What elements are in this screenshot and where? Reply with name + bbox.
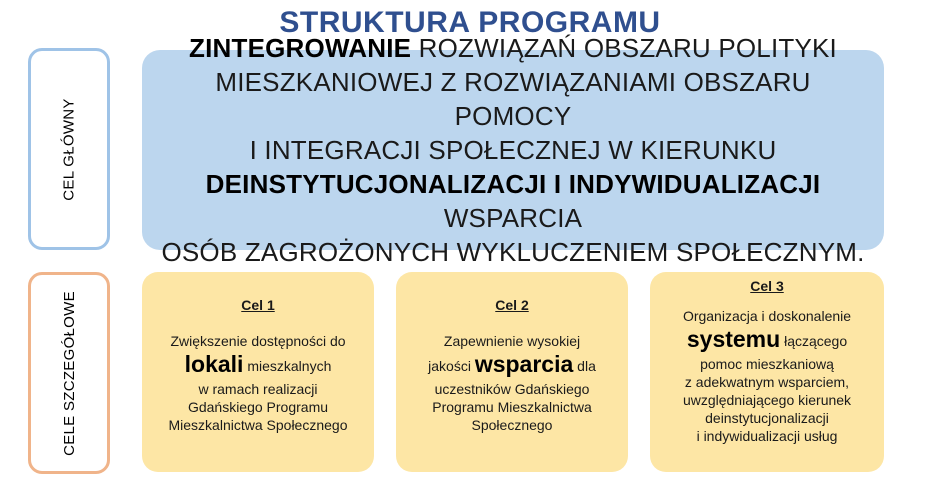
main-goal-line-3: I INTEGRACJI SPOŁECZNEJ W KIERUNKU	[249, 135, 777, 165]
goal-3-line-3: pomoc mieszkaniową	[700, 356, 834, 372]
goal-3-line-4: z adekwatnym wsparciem,	[684, 374, 850, 390]
goal-2-title: Cel 2	[495, 297, 529, 313]
main-goal-bold-1: ZINTEGROWANIE	[189, 33, 412, 63]
specific-goals-label-box	[28, 272, 110, 474]
main-goal-rest-4: WSPARCIA	[443, 203, 583, 233]
goal-3-after-keyword: łączącego	[780, 333, 848, 349]
main-goal-bold-4: DEINSTYTUCJONALIZACJI I INDYWIDUALIZACJI	[205, 169, 821, 199]
main-goal-line-2: MIESZKANIOWEJ Z ROZWIĄZANIAMI OBSZARU POMOCY	[215, 67, 811, 131]
goal-3-keyword: systemu	[686, 326, 781, 352]
goal-1-title: Cel 1	[241, 297, 275, 313]
goal-1-keyword: lokali	[184, 351, 244, 377]
goal-3-line-1: Organizacja i doskonalenie	[682, 308, 852, 324]
goal-2-line-3: uczestników Gdańskiego	[434, 381, 590, 397]
goal-1-line-1: Zwiększenie dostępności do	[170, 333, 346, 349]
goal-1-line-4: Gdańskiego Programu	[187, 399, 329, 415]
specific-goals-label: CELE SZCZEGÓŁOWE	[60, 290, 78, 456]
goal-2-line-2	[396, 350, 628, 380]
main-goal-line-1	[156, 31, 870, 65]
goal-3-line-5: uwzględniającego kierunek	[682, 392, 852, 408]
goal-2-after-keyword: dla	[573, 358, 596, 374]
main-goal-line-5: OSÓB ZAGROŻONYCH WYKLUCZENIEM SPOŁECZNYM.	[161, 237, 865, 267]
goal-card-1	[142, 272, 374, 472]
goal-1-line-3: w ramach realizacji	[198, 381, 318, 397]
goal-2-before-keyword: jakości	[428, 358, 475, 374]
goal-2-line-5: Społecznego	[471, 417, 553, 433]
main-goal-text	[156, 31, 870, 269]
page-title: STRUKTURA PROGRAMU	[279, 6, 661, 39]
main-goal-rest-1: ROZWIĄZAŃ OBSZARU POLITYKI	[411, 33, 837, 63]
goal-3-line-6: deinstytucjonalizacji	[705, 410, 829, 426]
goal-1-line-5: Mieszkalnictwa Społecznego	[168, 417, 348, 433]
goal-card-3	[650, 272, 884, 472]
goal-2-line-1: Zapewnienie wysokiej	[443, 333, 581, 349]
goal-1-after-keyword: mieszkalnych	[243, 358, 332, 374]
goal-3-line-7: i indywidualizacji usług	[696, 428, 838, 444]
goal-3-title: Cel 3	[750, 278, 784, 294]
goal-2-keyword: wsparcia	[474, 351, 574, 377]
main-goal-line-4	[156, 167, 870, 235]
goal-card-2	[396, 272, 628, 472]
goal-3-line-2	[650, 325, 884, 355]
main-goal-box	[142, 33, 884, 267]
goal-2-line-4: Programu Mieszkalnictwa	[432, 399, 592, 415]
goal-1-line-2	[142, 350, 374, 380]
main-goal-label-box	[28, 48, 110, 250]
main-goal-label: CEL GŁÓWNY	[60, 97, 78, 201]
